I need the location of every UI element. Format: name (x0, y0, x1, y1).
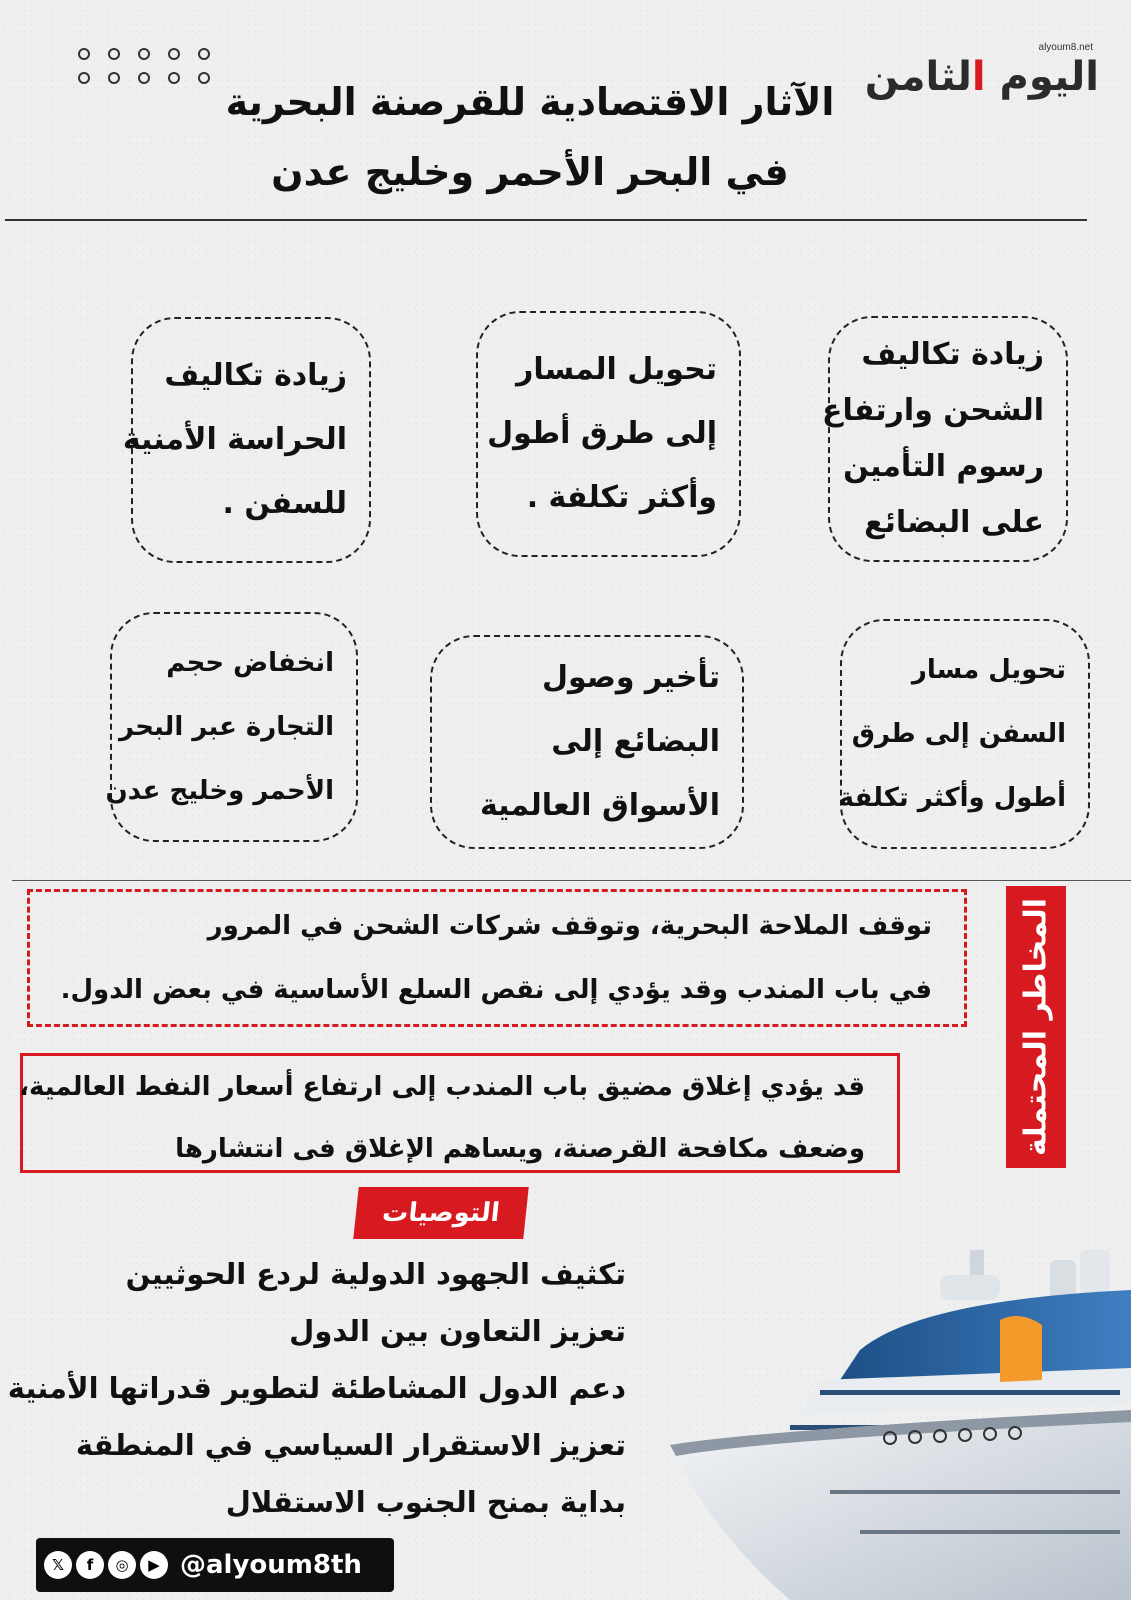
recommendation-item: بداية بمنح الجنوب الاستقلال (225, 1485, 626, 1519)
card-line: رسوم التأمين (843, 449, 1044, 484)
card-line: إلى طرق أطول (487, 416, 717, 451)
card-line: البضائع إلى (551, 724, 720, 759)
risk-box-oil-prices (20, 1053, 900, 1173)
cruise-ship-illustration (670, 1230, 1131, 1600)
effect-card-shipping-costs (822, 316, 1068, 562)
header-divider (5, 219, 1087, 221)
recommendation-item: تكثيف الجهود الدولية لردع الحوثيين (125, 1257, 626, 1291)
card-line: زيادة تكاليف (164, 358, 347, 393)
dot (78, 48, 90, 60)
card-line: تحويل مسار (911, 655, 1066, 685)
page-title-line1: الآثار الاقتصادية للقرصنة البحرية (225, 80, 835, 124)
effect-card-security-costs (122, 317, 371, 563)
decorative-dots (78, 48, 214, 84)
recommendations-label: التوصيات (353, 1187, 528, 1239)
effect-card-route-diversion (476, 311, 741, 557)
dot (168, 48, 180, 60)
risk-line: وضعف مكافحة القرصنة، ويساهم الإغلاق فى انتشارها (175, 1134, 865, 1164)
card-line: الشحن وارتفاع (822, 393, 1044, 428)
card-line: زيادة تكاليف (861, 337, 1044, 372)
risk-line: في باب المندب وقد يؤدي إلى نقص السلع الأساسية في بعض الدول. (60, 975, 932, 1005)
card-line: الأسواق العالمية (479, 788, 720, 823)
dot (108, 48, 120, 60)
effect-card-delivery-delay (430, 635, 744, 849)
card-line: تأخير وصول (542, 660, 720, 695)
card-line: الحراسة الأمنية (122, 422, 347, 457)
card-line: تحويل المسار (516, 352, 717, 387)
risk-line: توقف الملاحة البحرية، وتوقف شركات الشحن في المرور (207, 911, 932, 941)
page-title-line2: في البحر الأحمر وخليج عدن (271, 150, 789, 194)
risk-line: قد يؤدي إغلاق مضيق باب المندب إلى ارتفاع أسعار النفط العالمية، (19, 1072, 865, 1102)
card-line: للسفن . (222, 486, 347, 521)
card-line: أطول وأكثر تكلفة (838, 783, 1066, 813)
instagram-icon[interactable]: ◎ (108, 1551, 136, 1579)
facebook-icon[interactable]: f (76, 1551, 104, 1579)
recommendations-list (6, 1246, 626, 1531)
social-bar (36, 1538, 394, 1592)
recommendation-item: دعم الدول المشاطئة لتطوير قدراتها الأمنية (7, 1371, 626, 1405)
youtube-icon[interactable]: ▶ (140, 1551, 168, 1579)
card-line: السفن إلى طرق (851, 719, 1066, 749)
x-icon[interactable]: 𝕏 (44, 1551, 72, 1579)
card-line: انخفاض حجم (166, 648, 334, 678)
dot (138, 48, 150, 60)
recommendation-item: تعزيز التعاون بين الدول (289, 1314, 626, 1348)
risks-label: المخاطر المحتملة (1006, 886, 1066, 1168)
risk-box-navigation (27, 889, 967, 1027)
card-line: التجارة عبر البحر (119, 712, 334, 742)
card-line: على البضائع (864, 505, 1044, 540)
effect-card-ship-routes (840, 619, 1090, 849)
recommendation-item: تعزيز الاستقرار السياسي في المنطقة (75, 1428, 626, 1462)
effect-card-trade-volume (105, 612, 358, 842)
logo-main: اليوم (999, 54, 1099, 100)
logo-tail: لثامن (864, 54, 972, 100)
social-handle[interactable]: @alyoum8th (180, 1550, 362, 1580)
dot (198, 48, 210, 60)
logo-url: alyoum8.net (1038, 42, 1093, 53)
card-line: وأكثر تكلفة . (526, 480, 717, 515)
section-divider (12, 880, 1131, 881)
card-line: الأحمر وخليج عدن (105, 776, 334, 806)
logo-accent: ا (971, 54, 986, 100)
